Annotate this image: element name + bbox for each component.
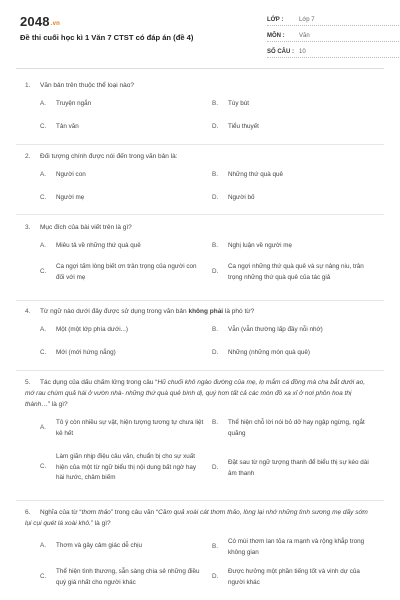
question-number: 4. [25,308,31,315]
option-b[interactable]: B. Nghị luận về người mẹ [212,242,292,249]
meta-row-count [267,42,400,58]
question-prompt: Tác dụng của dấu chấm lửng trong câu “ [40,379,158,386]
option-a[interactable]: A. Miêu tả về những thứ quà quê [40,242,141,249]
divider [16,144,384,145]
question-number: 1. [25,82,31,89]
option-d[interactable]: D. Những (những món quà quê) [212,349,310,356]
meta-row-subject [267,26,400,42]
question-quote: Cầm quả xoài cát thơm thảo, lòng lại nhớ những tình sương mẹ dãy sớm lụi cụi quét lá xoài khô. [25,509,368,527]
option-d[interactable]: D. Được hưởng một phần tiếng tốt và vinh dự của người khác [212,568,360,586]
option-c[interactable]: C. Làm giãn nhịp điệu câu văn, chuẩn bị cho sự xuất hiện của một từ ngữ biểu thị nội dung bất ngờ hay hài hước, châm biếm [40,453,196,481]
option-b[interactable]: B. Có mùi thơm lan tỏa ra mạnh và rộng khắp trong không gian [212,538,365,556]
meta-value: Lớp 7 [299,17,315,23]
meta-value: 10 [299,49,306,55]
question-quote: Hũ chuối khô ngào đường của mẹ, lọ mắm cá đồng mà cha bắt dưới ao, mớ rau chùm quả hái ở vườn nhà- những thứ quà quê bình dị, quý hơn tất cả các món đồ xa xỉ ở nơi phồn hoa thị thành… [25,379,366,408]
meta-key: SỐ CÂU : [267,49,294,55]
question-prompt-end: là phó từ? [223,308,255,315]
question-text [16,151,384,162]
question-prompt-mid: ” trong câu văn “ [110,509,159,516]
logo-text: 2048 [20,14,50,29]
option-c[interactable]: C. Thể hiện tình thương, sẵn sàng chia sẻ những điều quý giá nhất cho người khác [40,568,200,586]
option-a[interactable]: A. Thơm và gây cảm giác dễ chịu [40,542,143,549]
option-c[interactable]: C. Tản văn [40,123,79,130]
option-b[interactable]: B. Thể hiện chỗ lời nói bỏ dở hay ngập ngừng, ngắt quãng [212,419,365,437]
option-a[interactable]: A. Tô ý còn nhiều sự vật, hiện tượng tương tự chưa liệt kê hết [40,419,204,437]
options [16,325,384,365]
option-c[interactable]: C. Mới (mới hứng nắng) [40,349,116,356]
option-d[interactable]: D. Đặt sau từ ngữ tượng thanh để biểu thị sự kéo dài âm thanh [212,459,369,477]
option-a[interactable]: A. Một (một lớp phía dưới...) [40,326,128,333]
page-header [16,0,384,69]
divider [16,300,384,301]
exam-title: Đề thi cuối học kì 1 Văn 7 CTST có đáp án (đề 4) [20,33,194,42]
option-b[interactable]: B. Tùy bút [212,100,249,107]
question-4 [16,306,384,365]
question-text [16,507,384,529]
question-text [16,306,384,317]
question-term: thơm thảo [81,509,111,516]
option-a[interactable]: A. Truyện ngắn [40,100,92,107]
question-text [16,377,384,410]
question-prompt-end: ” là gì? [47,401,68,408]
question-number: 5. [25,379,31,386]
question-6 [16,507,384,597]
logo-suffix: .vn [50,21,61,27]
option-a[interactable]: A. Người con [40,171,86,178]
divider [16,370,384,371]
option-d[interactable]: D. Tiểu thuyết [212,123,259,130]
options [16,241,384,301]
divider [16,500,384,501]
question-prompt-end: ” là gì? [90,520,111,527]
exam-meta [267,10,400,58]
option-d[interactable]: D. Người bố [212,194,255,201]
option-b[interactable]: B. Những thứ quà quê [212,171,283,178]
option-d[interactable]: D. Ca ngợi những thứ quà quê và sự nâng niu, trân trọng những thứ quà quê của tác giả [212,263,364,281]
question-prompt: Đối tượng chính được nói đến trong văn bản là: [40,153,178,160]
meta-key: MÔN : [267,33,285,39]
divider [16,214,384,215]
meta-key: LỚP : [267,17,284,23]
question-text [16,222,384,233]
options [16,99,384,139]
question-prompt: Văn bản trên thuộc thể loại nào? [40,82,134,89]
question-prompt: Mục đích của bài viết trên là gì? [40,224,132,231]
site-logo[interactable] [20,14,60,29]
meta-row-class [267,10,400,26]
question-1 [16,80,384,139]
option-c[interactable]: C. Người mẹ [40,194,85,201]
question-prompt: Nghĩa của từ “ [40,509,82,516]
question-number: 6. [25,509,31,516]
options [16,537,384,597]
question-prompt: Từ ngữ nào dưới đây được sử dụng trong văn bản [40,308,189,315]
options [16,170,384,210]
option-b[interactable]: B. Vẫn (vẫn thường lấp đầy nỗi nhớ) [212,326,323,333]
question-number: 2. [25,153,31,160]
question-number: 3. [25,224,31,231]
options [16,418,384,500]
question-3 [16,222,384,301]
question-2 [16,151,384,210]
meta-value: Văn [299,33,310,39]
question-text [16,80,384,91]
question-emphasis: không phải [188,308,224,315]
option-c[interactable]: C. Ca ngợi tấm lòng biết ơn trân trọng của người con đối với mẹ [40,263,197,281]
question-5 [16,377,384,500]
